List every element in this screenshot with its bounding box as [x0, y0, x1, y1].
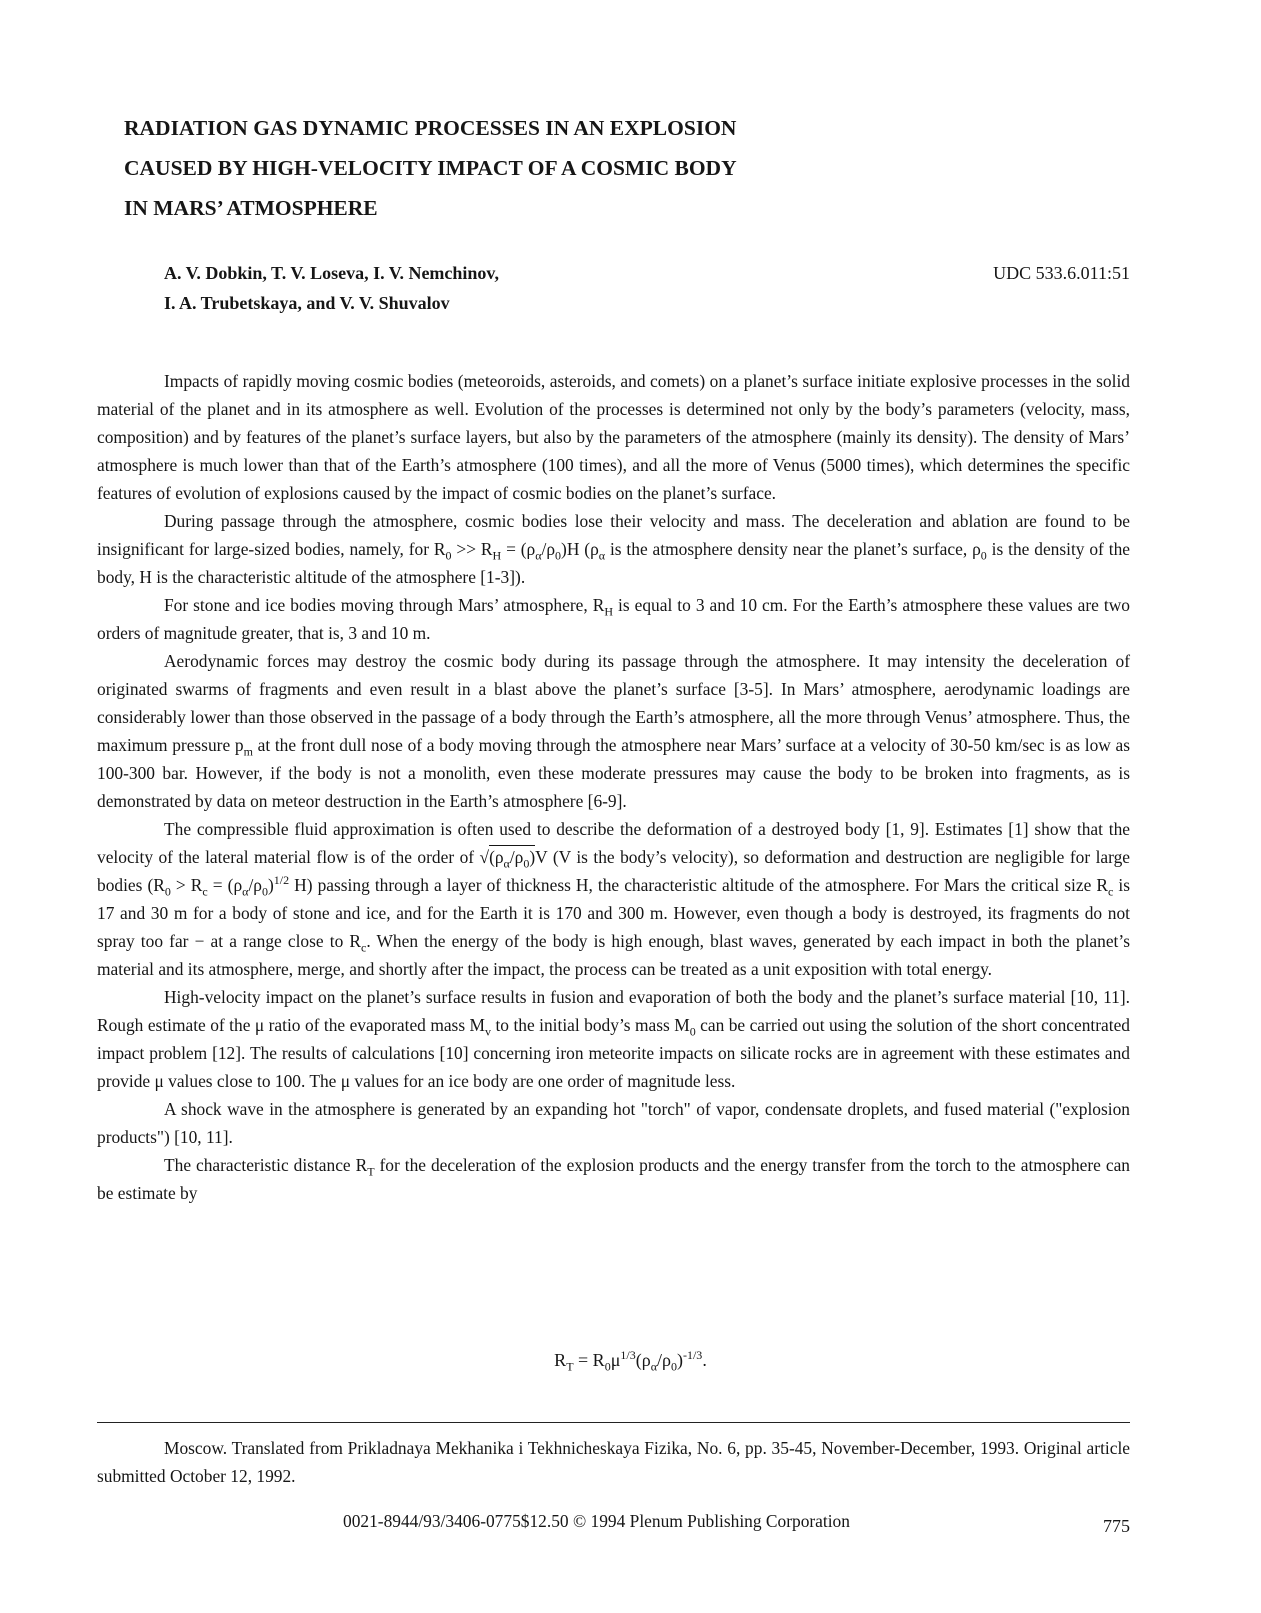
footnote-text: Moscow. Translated from Prikladnaya Mekhanika i Tekhnicheskaya Fizika, No. 6, pp. 35-45, November-December, 1993. Original article submitted October 12, 1992.: [97, 1438, 1130, 1486]
equation: $R_T = R_0\mu^{1/3}(\rho_\alpha/\rho_0)^{-1/3}$.: [554, 1348, 707, 1374]
page-number: 775: [1103, 1516, 1130, 1536]
issn-code: 0021-8944/93/3406-0775$12.50: [343, 1511, 569, 1531]
authors: [164, 258, 764, 318]
paragraph-6: High-velocity impact on the planet’s surface results in fusion and evaporation of both the body and the planet’s surface material [10, 11]. Rough estimate of the μ ratio of the evaporated mass $M_v$ to the initial body’s mass $M_0$ can be carried out using the solution of the short concentrated impact problem [12]. The results of calculations [10] concerning iron meteorite impacts on silicate rocks are in agreement with these estimates and provide μ values close to 100. The μ values for an ice body are one order of magnitude less.: [97, 987, 1130, 1091]
publication-footer: [343, 1507, 850, 1535]
paragraph-1: Impacts of rapidly moving cosmic bodies (meteoroids, asteroids, and comets) on a planet’s surface initiate explosive processes in the solid material of the planet and in its atmosphere as well. Evolution of the processes is determined not only by the body’s parameters (velocity, mass, composition) and by features of the planet’s surface layers, but also by the parameters of the atmosphere (mainly its density). The density of Mars’ atmosphere is much lower than that of the Earth’s atmosphere (100 times), and all the more of Venus (5000 times), which determines the specific features of evolution of explosions caused by the impact of cosmic bodies on the planet’s surface.: [97, 371, 1130, 503]
udc-code: UDC 533.6.011:51: [993, 263, 1130, 283]
footnote-divider: [97, 1422, 1130, 1423]
authors-line-1: A. V. Dobkin, T. V. Loseva, I. V. Nemchinov,: [164, 263, 499, 283]
paragraph-2: During passage through the atmosphere, cosmic bodies lose their velocity and mass. The deceleration and ablation are found to be insignificant for large-sized bodies, namely, for $R_0 >> R_H = (\rho_\alpha/\rho_0)H$ ($\rho_\alpha$ is the atmosphere density near the planet’s surface, $\rho_0$ is the density of the body, H is the characteristic altitude of the atmosphere [1-3]).: [97, 511, 1130, 587]
copyright-icon: ©: [572, 1511, 587, 1531]
paper-title: [124, 108, 904, 228]
paragraph-5: The compressible fluid approximation is often used to describe the deformation of a destroyed body [1, 9]. Estimates [1] show that the velocity of the lateral material flow is of the order of $√(\rho_\alpha/\rho_0)V$ (V is the body’s velocity), so deformation and destruction are negligible for large bodies ($R_0 > R_c = (\rho_\alpha/\rho_0)^{1/2}$ H) passing through a layer of thickness H, the characteristic altitude of the atmosphere. For Mars the critical size $R_c$ is 17 and 30 m for a body of stone and ice, and for the Earth it is 170 and 300 m. However, even though a body is destroyed, its fragments do not spray too far − at a range close to $R_c$. When the energy of the body is high enough, blast waves, generated by each impact in both the planet’s material and its atmosphere, merge, and shortly after the impact, the process can be treated as a unit exposition with total energy.: [97, 819, 1131, 979]
authors-line-2: I. A. Trubetskaya, and V. V. Shuvalov: [164, 293, 450, 313]
publisher: 1994 Plenum Publishing Corporation: [590, 1511, 850, 1531]
title-line-3: IN MARS’ ATMOSPHERE: [124, 196, 378, 220]
footnote: [97, 1434, 1130, 1490]
article-body: [97, 367, 1130, 1207]
paragraph-3: For stone and ice bodies moving through Mars’ atmosphere, $R_H$ is equal to 3 and 10 cm. For the Earth’s atmosphere these values are two orders of magnitude greater, that is, 3 and 10 m.: [97, 595, 1130, 643]
paragraph-8: The characteristic distance $R_T$ for the deceleration of the explosion products and the energy transfer from the torch to the atmosphere can be estimate by: [97, 1155, 1130, 1203]
title-line-1: RADIATION GAS DYNAMIC PROCESSES IN AN EXPLOSION: [124, 116, 737, 140]
paragraph-4: Aerodynamic forces may destroy the cosmic body during its passage through the atmosphere. It may intensity the deceleration of originated swarms of fragments and even result in a blast above the planet’s surface [3-5]. In Mars’ atmosphere, aerodynamic loadings are considerably lower than those observed in the passage of a body through the Earth’s atmosphere, all the more through Venus’ atmosphere. Thus, the maximum pressure $p_m$ at the front dull nose of a body moving through the atmosphere near Mars’ surface at a velocity of 30-50 km/sec is as low as 100-300 bar. However, if the body is not a monolith, even these moderate pressures may cause the body to be broken into fragments, as is demonstrated by data on meteor destruction in the Earth’s atmosphere [6-9].: [97, 651, 1131, 811]
paragraph-7: A shock wave in the atmosphere is generated by an expanding hot "torch" of vapor, condensate droplets, and fused material ("explosion products") [10, 11].: [97, 1099, 1130, 1147]
title-line-2: CAUSED BY HIGH-VELOCITY IMPACT OF A COSMIC BODY: [124, 156, 737, 180]
